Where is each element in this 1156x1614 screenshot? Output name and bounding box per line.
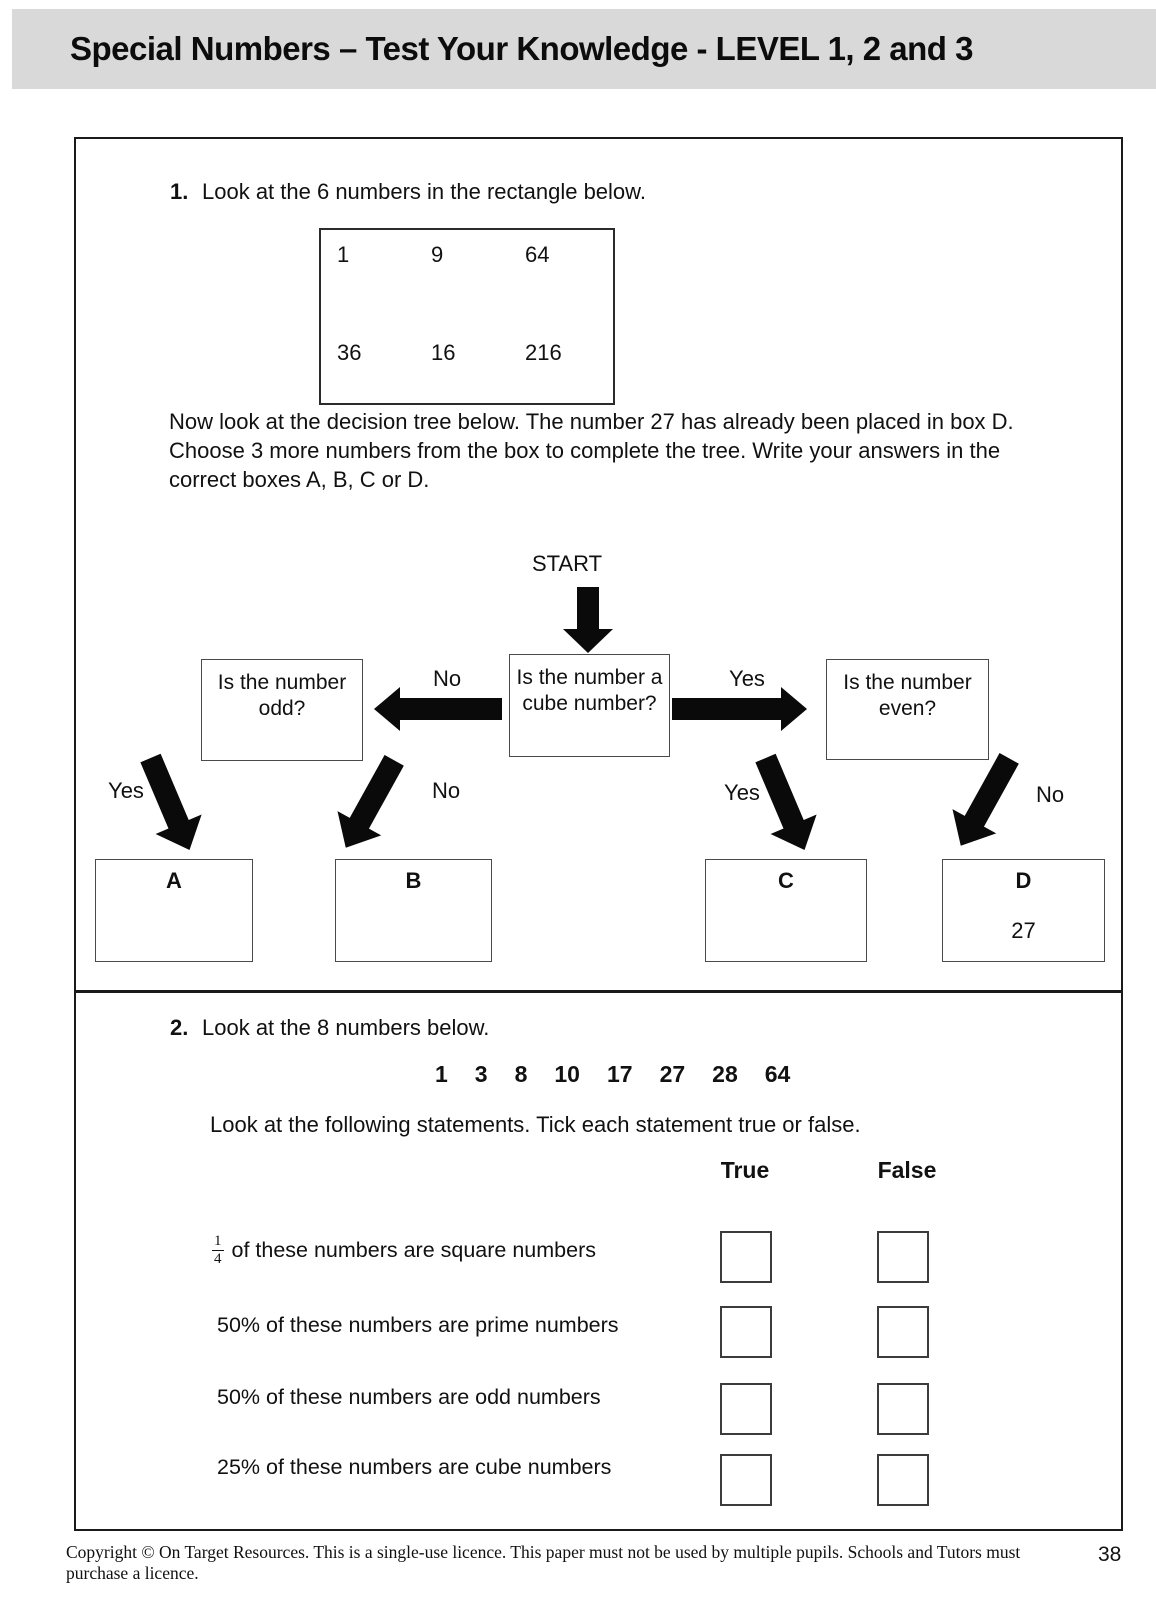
statement-2 bbox=[217, 1313, 619, 1338]
question-1-prompt: Look at the 6 numbers in the rectangle below. bbox=[202, 179, 646, 204]
right-branch-arrow-icon bbox=[672, 685, 807, 733]
q2-number: 3 bbox=[474, 1061, 488, 1087]
question-2-header bbox=[170, 1015, 489, 1041]
left-yes-label: Yes bbox=[108, 778, 144, 803]
question-2-prompt: Look at the 8 numbers below. bbox=[202, 1015, 490, 1040]
numbers-rectangle-row-1 bbox=[337, 242, 619, 268]
question-1-instructions: Now look at the decision tree below. The number 27 has already been placed in box D. Choose 3 more numbers from the box to complete the tree. Write your answers in the correct boxes A, B, C or D. bbox=[169, 409, 1014, 492]
false-column-header: False bbox=[877, 1157, 937, 1183]
statement-2-false-checkbox[interactable] bbox=[877, 1306, 929, 1358]
right-yes-label: Yes bbox=[724, 780, 760, 805]
statement-4-text: 25% of these numbers are cube numbers bbox=[217, 1455, 612, 1479]
statement-2-true-checkbox[interactable] bbox=[720, 1306, 772, 1358]
question-2-instructions: Look at the following statements. Tick each statement true or false. bbox=[210, 1112, 861, 1137]
left-no-label: No bbox=[431, 778, 461, 803]
rect-number: 216 bbox=[525, 340, 562, 365]
statement-1 bbox=[212, 1226, 596, 1274]
statement-4 bbox=[217, 1455, 611, 1480]
answer-box-a-label: A bbox=[166, 868, 182, 893]
q2-number: 10 bbox=[554, 1061, 580, 1087]
tree-right-question-box: Is the number even? bbox=[826, 659, 989, 760]
statement-3-false-checkbox[interactable] bbox=[877, 1383, 929, 1435]
q2-number: 27 bbox=[659, 1061, 686, 1087]
question-1-number: 1. bbox=[170, 179, 189, 204]
true-column-header: True bbox=[720, 1157, 770, 1183]
statement-4-false-checkbox[interactable] bbox=[877, 1454, 929, 1506]
answer-box-a[interactable] bbox=[95, 859, 253, 962]
question-1-header bbox=[170, 179, 646, 205]
section-divider bbox=[74, 990, 1123, 993]
rect-number: 64 bbox=[525, 242, 550, 267]
statement-4-true-checkbox[interactable] bbox=[720, 1454, 772, 1506]
q2-number: 28 bbox=[712, 1061, 738, 1087]
q2-number: 17 bbox=[606, 1061, 633, 1087]
answer-box-b[interactable] bbox=[335, 859, 492, 962]
question-2-numbers bbox=[435, 1061, 790, 1088]
rect-number: 1 bbox=[337, 242, 350, 267]
page-title: Special Numbers – Test Your Knowledge - LEVEL 1, 2 and 3 bbox=[70, 30, 973, 67]
rect-number: 16 bbox=[431, 340, 456, 365]
rect-number: 9 bbox=[431, 242, 444, 267]
answer-box-b-label: B bbox=[405, 868, 422, 893]
fraction-one-quarter: $\frac{1}{4}$ bbox=[214, 1233, 222, 1267]
tree-left-question-box: Is the number odd? bbox=[201, 659, 363, 761]
left-branch-arrow-icon bbox=[374, 685, 502, 733]
worksheet-box bbox=[74, 137, 1123, 1531]
statement-3-text: 50% of these numbers are odd numbers bbox=[217, 1385, 601, 1409]
answer-box-d[interactable] bbox=[942, 859, 1105, 962]
numbers-rectangle-row-2 bbox=[337, 340, 619, 366]
statement-1-text: of these numbers are square numbers bbox=[231, 1237, 597, 1262]
question-2-number: 2. bbox=[170, 1015, 189, 1040]
start-down-arrow-icon bbox=[560, 587, 616, 653]
statement-3 bbox=[217, 1385, 601, 1410]
left-yes-arrow-icon bbox=[125, 747, 216, 861]
statement-1-false-checkbox[interactable] bbox=[877, 1231, 929, 1283]
answer-box-c[interactable] bbox=[705, 859, 867, 962]
tree-start-label: START bbox=[531, 551, 603, 576]
q2-number: 64 bbox=[764, 1061, 791, 1087]
page-number: 38 bbox=[1098, 1543, 1122, 1566]
left-no-arrow-icon bbox=[321, 747, 418, 862]
tree-center-question-box: Is the number a cube number? bbox=[509, 654, 670, 757]
branch-label-yes: Yes bbox=[729, 666, 765, 691]
answer-box-d-value: 27 bbox=[1011, 918, 1036, 943]
right-no-label: No bbox=[1035, 782, 1065, 807]
statement-3-true-checkbox[interactable] bbox=[720, 1383, 772, 1435]
statement-2-text: 50% of these numbers are prime numbers bbox=[217, 1313, 619, 1337]
answer-box-c-label: C bbox=[778, 868, 794, 893]
copyright-notice: Copyright © On Target Resources. This is a single-use licence. This paper must not be used by multiple pupils. Schools and Tutors must purchase a licence. bbox=[66, 1542, 1021, 1583]
answer-box-d-label: D bbox=[1015, 868, 1032, 893]
title-bar bbox=[12, 9, 1156, 89]
statement-1-true-checkbox[interactable] bbox=[720, 1231, 772, 1283]
rect-number: 36 bbox=[337, 340, 362, 365]
branch-label-no: No bbox=[432, 666, 462, 691]
q2-number: 1 bbox=[435, 1061, 448, 1087]
q2-number: 8 bbox=[514, 1061, 528, 1087]
numbers-rectangle bbox=[319, 228, 615, 405]
